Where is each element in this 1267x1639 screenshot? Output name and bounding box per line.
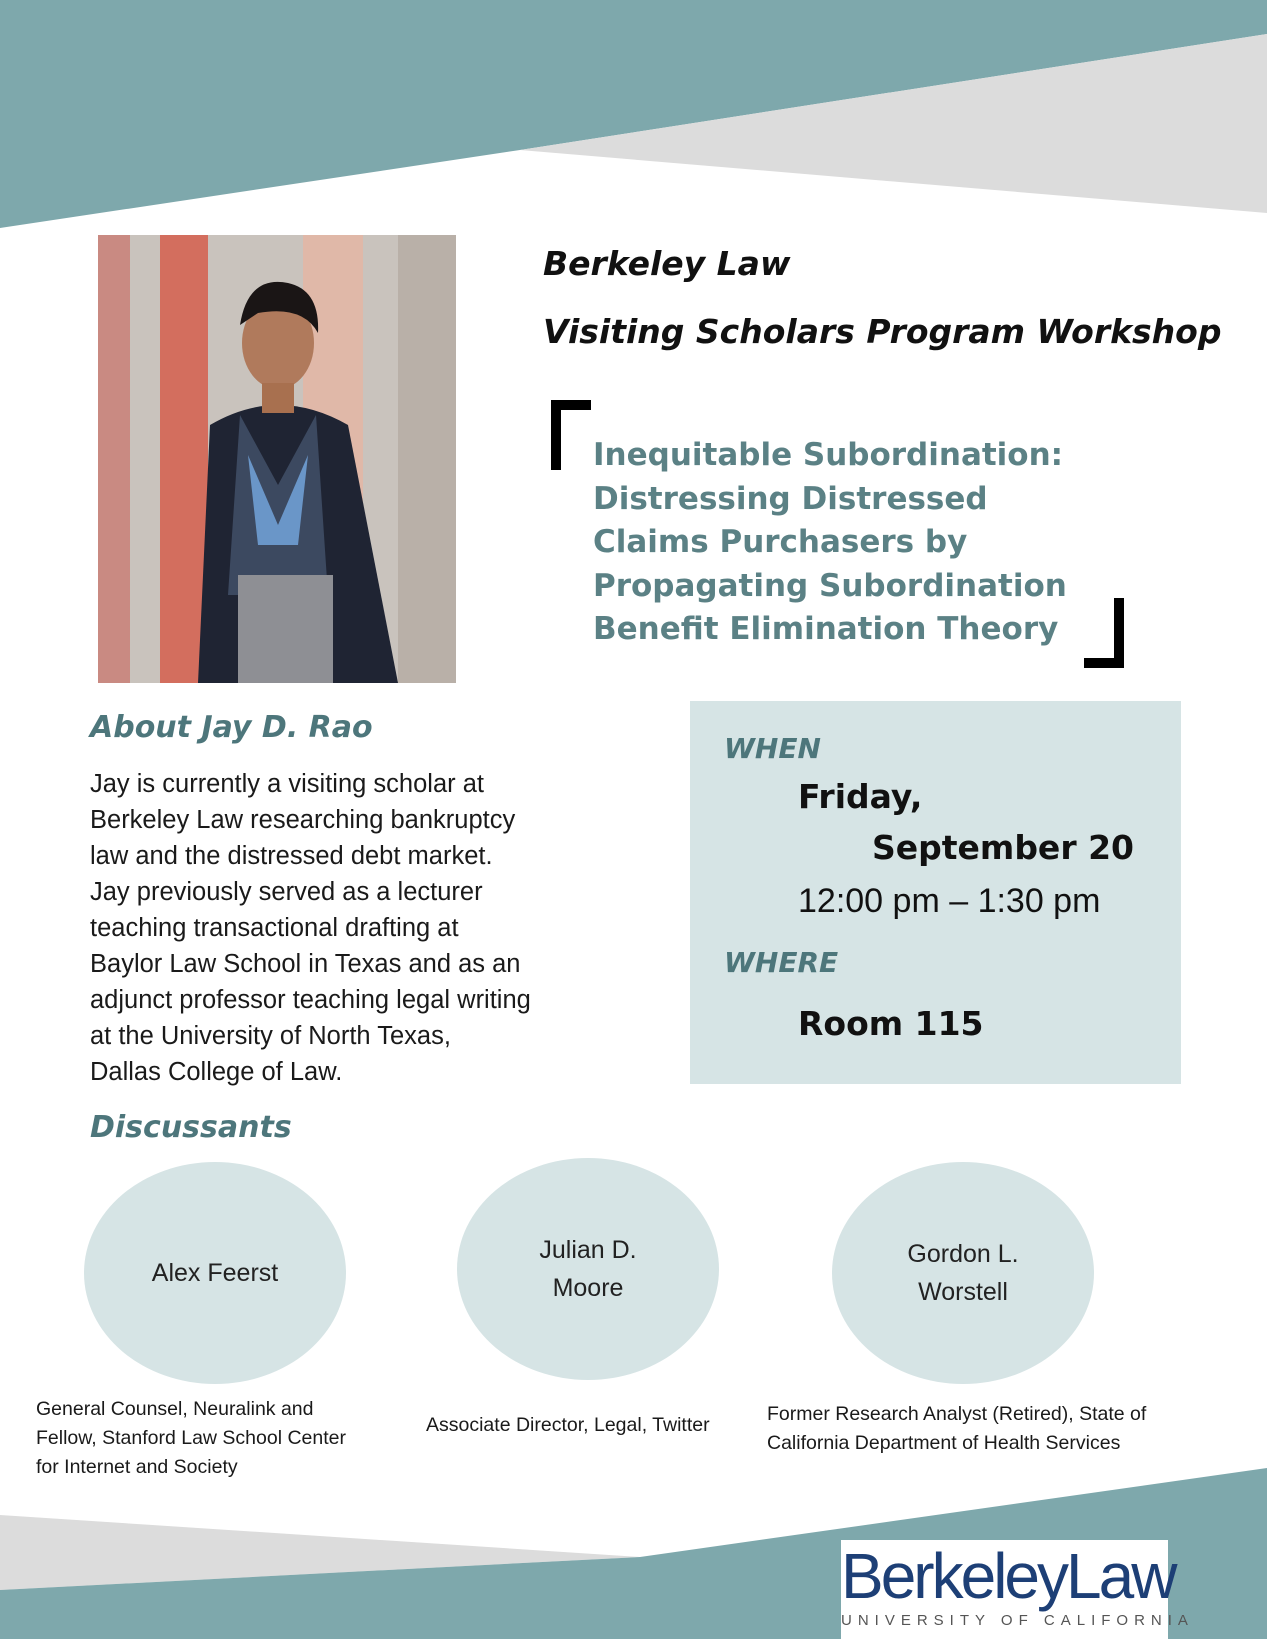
discussants-heading: Discussants (90, 1110, 292, 1145)
bio-line: law and the distressed debt market. (90, 842, 493, 870)
talk-title (593, 434, 1113, 652)
role-line: Associate Director, Legal, Twitter (426, 1414, 710, 1436)
about-heading: About Jay D. Rao (90, 710, 373, 745)
bio-line: Jay previously served as a lecturer (90, 878, 483, 906)
bio-line: teaching transactional drafting at (90, 914, 459, 942)
bio-line: Jay is currently a visiting scholar at (90, 770, 484, 798)
talk-title-line: Benefit Elimination Theory (593, 611, 1059, 647)
bio-line: adjunct professor teaching legal writing (90, 986, 531, 1014)
logo-wordmark: BerkeleyLaw (841, 1540, 1175, 1612)
bio-line: Baylor Law School in Texas and as an (90, 950, 521, 978)
discussant-role (36, 1395, 396, 1482)
header-program: Visiting Scholars Program Workshop (543, 312, 1222, 351)
event-room: Room 115 (798, 1004, 984, 1043)
event-date: September 20 (872, 828, 1135, 867)
discussant-name: Julian D. Moore (539, 1236, 637, 1302)
role-line: for Internet and Society (36, 1456, 238, 1478)
role-line: General Counsel, Neuralink and (36, 1398, 314, 1420)
bio-line: Dallas College of Law. (90, 1058, 343, 1086)
discussant-circle (832, 1162, 1094, 1384)
discussant-role (767, 1400, 1187, 1458)
where-label: WHERE (724, 946, 839, 979)
event-info-box (690, 701, 1181, 1084)
bracket-close-horizontal (1084, 658, 1124, 668)
speaker-bio (90, 766, 610, 1090)
when-label: WHEN (724, 732, 821, 765)
discussant-circle (457, 1158, 719, 1380)
talk-title-line: Distressing Distressed (593, 480, 988, 517)
header-org: Berkeley Law (543, 244, 791, 283)
discussant-name: Gordon L. Worstell (907, 1240, 1019, 1306)
role-line: Fellow, Stanford Law School Center (36, 1427, 347, 1449)
bracket-open-horizontal (551, 400, 591, 410)
speaker-photo (98, 235, 456, 683)
talk-title-line: Propagating Subordination (593, 567, 1067, 604)
role-line: California Department of Health Services (767, 1432, 1121, 1454)
talk-title-line: Inequitable Subordination: (593, 437, 1064, 473)
event-time: 12:00 pm – 1:30 pm (798, 882, 1101, 920)
bio-line: at the University of North Texas, (90, 1022, 451, 1050)
discussant-circle (84, 1162, 346, 1384)
logo-subtitle: UNIVERSITY OF CALIFORNIA (841, 1612, 1194, 1629)
talk-title-line: Claims Purchasers by (593, 524, 968, 560)
event-day: Friday, (798, 777, 923, 816)
berkeley-law-logo (841, 1540, 1194, 1639)
role-line: Former Research Analyst (Retired), State of (767, 1403, 1147, 1425)
discussant-role (426, 1411, 756, 1440)
bracket-open-vertical (551, 400, 561, 470)
discussant-name: Alex Feerst (151, 1259, 279, 1287)
bio-line: Berkeley Law researching bankruptcy (90, 806, 516, 834)
